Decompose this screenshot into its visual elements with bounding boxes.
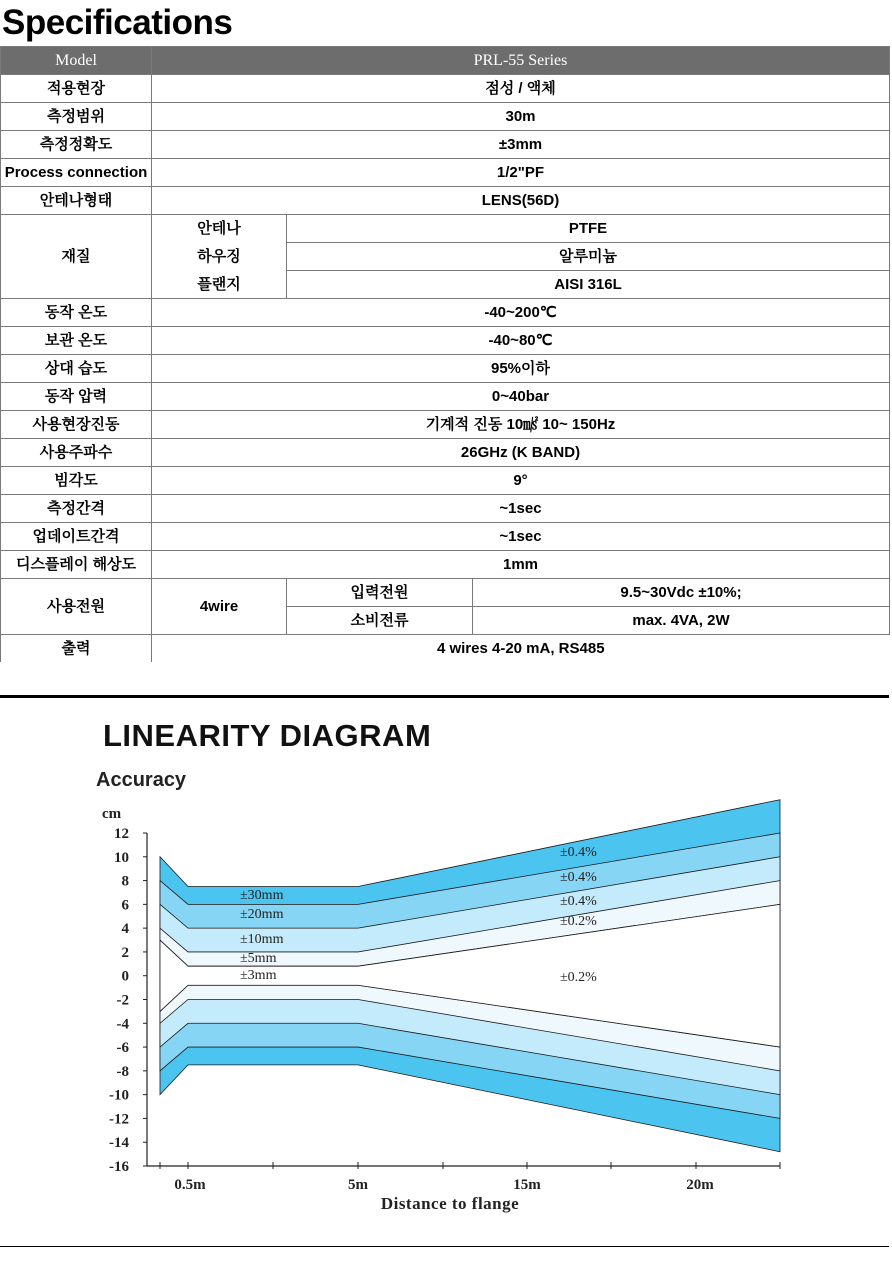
y-tick-label: 2: [121, 944, 129, 961]
spec-label-cell: 측정범위: [1, 103, 152, 131]
material-label-cell: 재질: [1, 215, 152, 299]
table-row: [1, 411, 890, 439]
table-row: [1, 103, 890, 131]
bottom-divider: [0, 1246, 889, 1247]
diagram-title: LINEARITY DIAGRAM: [103, 718, 432, 753]
spec-value-cell: ~1sec: [152, 523, 890, 551]
spec-label-cell: 디스플레이 해상도: [1, 551, 152, 579]
table-row: [1, 579, 890, 607]
band-label: ±3mm: [240, 968, 277, 983]
table-row: [1, 75, 890, 103]
table-row: [1, 215, 890, 243]
material-part-cell: 하우징: [152, 243, 287, 271]
y-tick-label: -14: [109, 1135, 129, 1152]
spec-value-cell: -40~200℃: [152, 299, 890, 327]
table-row: [1, 355, 890, 383]
percent-label: ±0.4%: [560, 870, 597, 885]
power-wire-cell: 4wire: [152, 579, 287, 635]
percent-label: ±0.4%: [560, 845, 597, 860]
diagram-subtitle: Accuracy: [96, 769, 187, 791]
spec-value-cell: 95%이하: [152, 355, 890, 383]
spec-value-cell: 점성 / 액체: [152, 75, 890, 103]
spec-label-cell: 안테나형태: [1, 187, 152, 215]
y-tick-label: -10: [109, 1087, 129, 1104]
spec-value-cell: 1/2"PF: [152, 159, 890, 187]
y-tick-label: -16: [109, 1159, 129, 1175]
x-tick-label: 0.5m: [174, 1177, 206, 1193]
spec-label-cell: 동작 압력: [1, 383, 152, 411]
model-value-cell: PRL-55 Series: [152, 47, 890, 75]
y-tick-label: 8: [121, 873, 129, 890]
output-value-cell: 4 wires 4-20 mA, RS485: [152, 635, 890, 663]
spec-value-cell: 9°: [152, 467, 890, 495]
spec-label-cell: 동작 온도: [1, 299, 152, 327]
spec-value-cell: 30m: [152, 103, 890, 131]
table-row: [1, 131, 890, 159]
y-tick-label: 10: [114, 849, 129, 866]
y-tick-label: 6: [121, 897, 129, 914]
page-title: Specifications: [2, 3, 233, 42]
spec-label-cell: 측정간격: [1, 495, 152, 523]
y-tick-label: 4: [121, 921, 129, 938]
spec-value-cell: 1mm: [152, 551, 890, 579]
spec-value-cell: 26GHz (K BAND): [152, 439, 890, 467]
spec-label-cell: 사용주파수: [1, 439, 152, 467]
y-tick-label: 12: [114, 826, 129, 842]
y-tick-label: 0: [121, 968, 129, 985]
table-row: [1, 439, 890, 467]
power-value-cell: max. 4VA, 2W: [473, 607, 890, 635]
spec-label-cell: 사용현장진동: [1, 411, 152, 439]
y-tick-label: -12: [109, 1111, 129, 1128]
y-axis-label: cm: [102, 806, 122, 822]
spec-label-cell: 적용현장: [1, 75, 152, 103]
x-tick-label: 20m: [686, 1177, 714, 1193]
band-label: ±30mm: [240, 888, 284, 903]
spec-value-cell: -40~80℃: [152, 327, 890, 355]
section-divider: [0, 695, 889, 698]
table-row: [1, 299, 890, 327]
band-label: ±20mm: [240, 907, 284, 922]
spec-value-cell: ±3mm: [152, 131, 890, 159]
spec-label-cell: 상대 습도: [1, 355, 152, 383]
table-row: [1, 551, 890, 579]
linearity-chart: [0, 790, 892, 1230]
material-part-cell: 플랜지: [152, 271, 287, 299]
spec-table: [0, 46, 890, 662]
material-value-cell: AISI 316L: [287, 271, 890, 299]
table-row: [1, 495, 890, 523]
percent-label: ±0.2%: [560, 914, 597, 929]
spec-label-cell: 측정정확도: [1, 131, 152, 159]
table-row: [1, 327, 890, 355]
x-tick-label: 5m: [348, 1177, 368, 1193]
spec-label-cell: Process connection: [1, 159, 152, 187]
table-row: [1, 383, 890, 411]
power-name-cell: 입력전원: [287, 579, 473, 607]
model-label-cell: Model: [1, 47, 152, 75]
material-part-cell: 안테나: [152, 215, 287, 243]
table-row: [1, 523, 890, 551]
power-value-cell: 9.5~30Vdc ±10%;: [473, 579, 890, 607]
spec-label-cell: 보관 온도: [1, 327, 152, 355]
spec-label-cell: 업데이트간격: [1, 523, 152, 551]
output-label-cell: 출력: [1, 635, 152, 663]
table-row: [1, 187, 890, 215]
spec-value-cell: ~1sec: [152, 495, 890, 523]
x-tick-label: 15m: [513, 1177, 541, 1193]
table-row: [1, 467, 890, 495]
material-value-cell: PTFE: [287, 215, 890, 243]
power-name-cell: 소비전류: [287, 607, 473, 635]
percent-label: ±0.4%: [560, 894, 597, 909]
spec-value-cell: LENS(56D): [152, 187, 890, 215]
spec-label-cell: 빔각도: [1, 467, 152, 495]
x-axis-label: Distance to flange: [380, 1194, 520, 1213]
y-tick-label: -2: [116, 992, 129, 1009]
percent-label: ±0.2%: [560, 970, 597, 985]
material-value-cell: 알루미늄: [287, 243, 890, 271]
power-label-cell: 사용전원: [1, 579, 152, 635]
spec-value-cell: 0~40bar: [152, 383, 890, 411]
band-label: ±5mm: [240, 951, 277, 966]
y-tick-label: -4: [116, 1016, 129, 1033]
table-row: [1, 159, 890, 187]
y-tick-label: -6: [116, 1040, 129, 1057]
spec-value-cell: 기계적 진동 10㎨ 10~ 150Hz: [152, 411, 890, 439]
table-row: [1, 635, 890, 663]
band-label: ±10mm: [240, 932, 284, 947]
table-row: [1, 47, 890, 75]
y-tick-label: -8: [116, 1063, 129, 1080]
